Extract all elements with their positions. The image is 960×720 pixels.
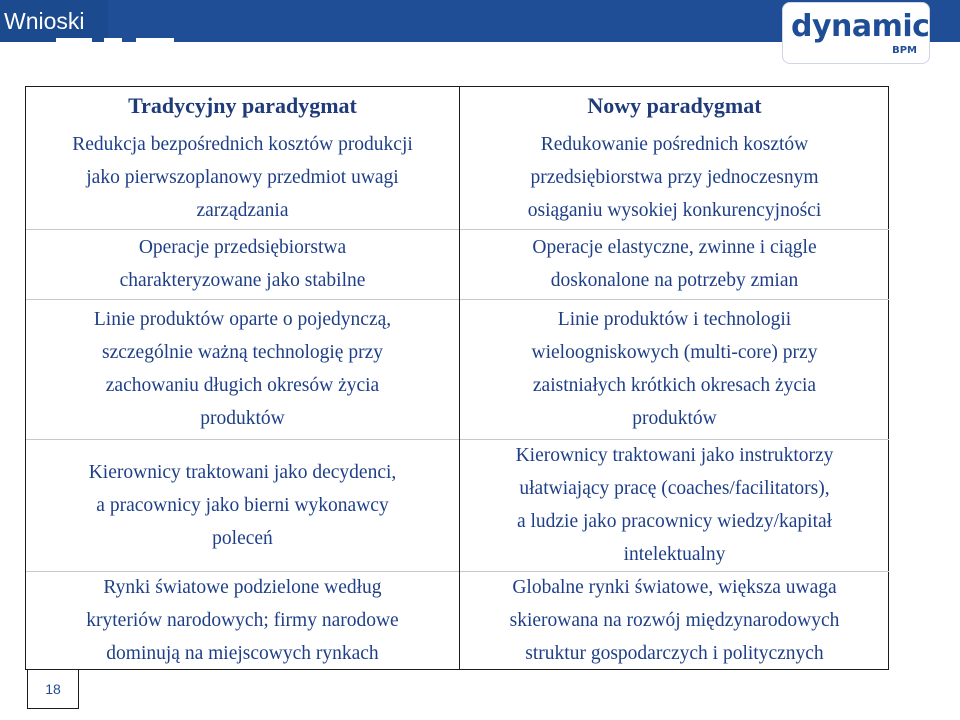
logo-subtitle: BPM bbox=[892, 45, 917, 56]
title-accent-line bbox=[56, 38, 92, 42]
table-cell: Globalne rynki światowe, większa uwaga skierowana na rozwój międzynarodowych struktur gospodarczych i politycznych bbox=[509, 576, 840, 664]
table-cell: Kierownicy traktowani jako instruktorzy ułatwiający pracę (coaches/facilitators), a ludzie jako pracownicy wiedzy/kapitał intelektualny bbox=[515, 445, 834, 565]
dynamic-bpm-logo bbox=[782, 2, 930, 64]
traditional-paradigm-column bbox=[26, 87, 459, 669]
table-cell: Redukcja bezpośrednich kosztów produkcji jako pierwszoplanowy przedmiot uwagi zarządzania bbox=[72, 133, 413, 221]
table-cell: Redukowanie pośrednich kosztów przedsiębiorstwa przy jednoczesnym osiąganiu wysokiej konkurencyjności bbox=[527, 133, 822, 221]
column-heading: Tradycyjny paradygmat bbox=[128, 93, 357, 118]
table-cell: Linie produktów i technologii wieloogniskowych (multi-core) przy zaistniałych krótkich okresach życia produktów bbox=[531, 309, 818, 429]
page-number: 18 bbox=[27, 669, 79, 709]
table-cell: Operacje elastyczne, zwinne i ciągle doskonalone na potrzeby zmian bbox=[532, 237, 817, 291]
column-heading: Nowy paradygmat bbox=[587, 93, 762, 118]
table-cell: Rynki światowe podzielone według kryteriów narodowych; firmy narodowe dominują na miejscowych rynkach bbox=[86, 576, 399, 664]
table-cell: Kierownicy traktowani jako decydenci, a pracownicy jako bierni wykonawcy poleceń bbox=[88, 461, 397, 549]
table-cell: Operacje przedsiębiorstwa charakteryzowane jako stabilne bbox=[119, 237, 366, 291]
slide-title: Wnioski bbox=[0, 0, 108, 42]
table-cell: Linie produktów oparte o pojedynczą, szczególnie ważną technologię przy zachowaniu długich okresów życia produktów bbox=[93, 309, 392, 429]
new-paradigm-column bbox=[459, 87, 889, 669]
comparison-table bbox=[25, 86, 889, 670]
logo-wordmark: dynamic bbox=[791, 9, 930, 44]
title-accent-line bbox=[104, 38, 122, 42]
title-accent-line bbox=[136, 38, 174, 42]
